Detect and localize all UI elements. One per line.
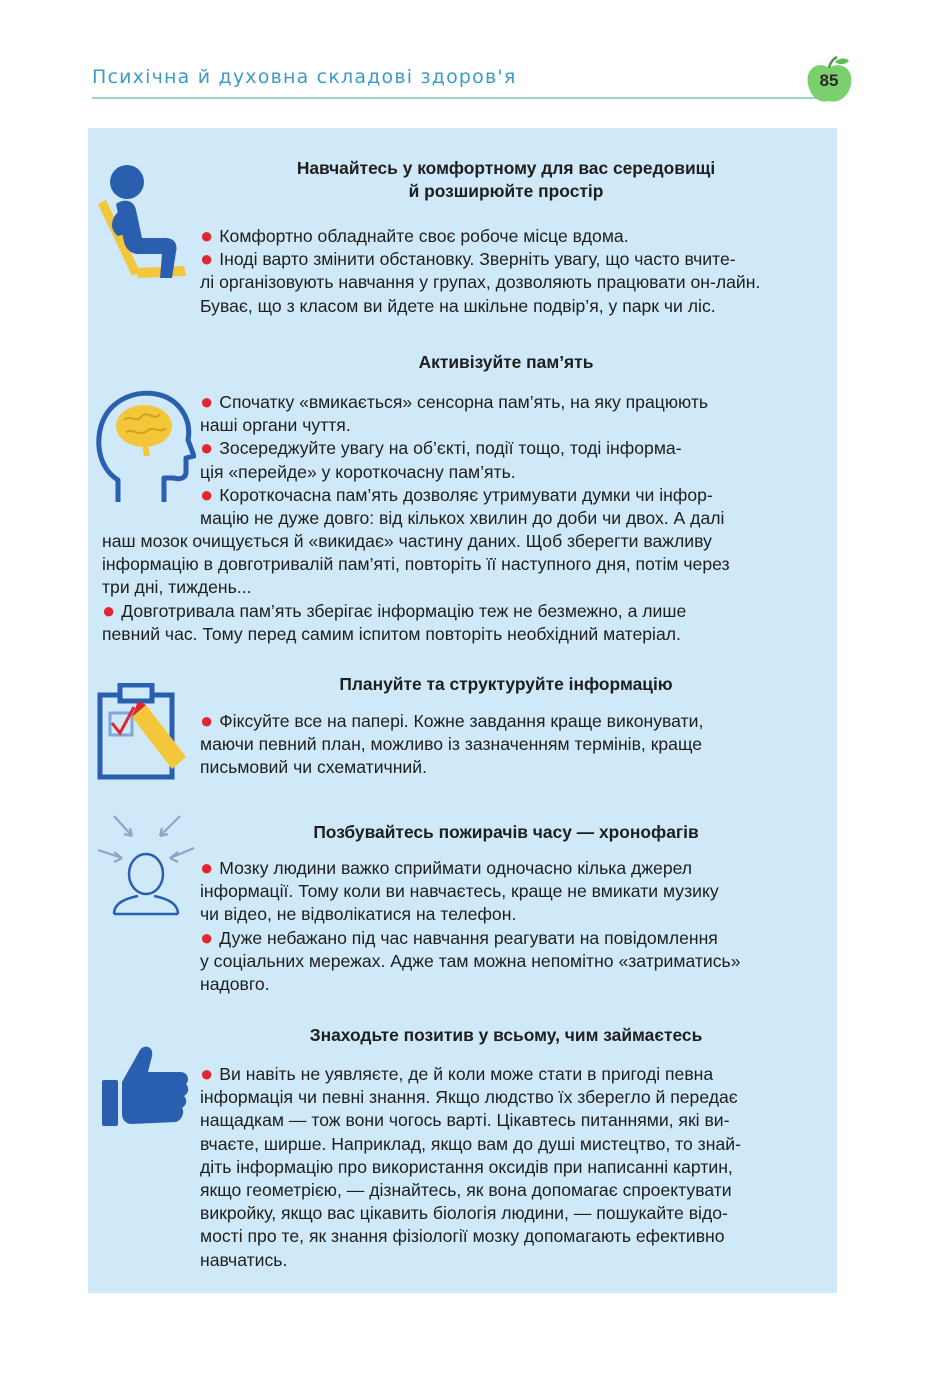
section-title-positive: Знаходьте позитив у всьому, чим займаєтесь — [309, 1025, 703, 1045]
text-line: Буває, що з класом ви йдете на шкільне подвір’я, у парк чи ліс. — [200, 295, 716, 316]
text-line: нащадкам — тож вони чогось варті. Цікавтесь питаннями, які ви- — [200, 1110, 730, 1131]
text-line: наші органи чуття. — [200, 415, 351, 436]
text-line: ● Спочатку «вмикається» сенсорна пам’ять, на яку працюють — [200, 389, 709, 414]
text-line: діть інформацію про використання оксидів при написанні картин, — [200, 1156, 733, 1177]
header-rule — [92, 97, 828, 99]
text-line: маючи певний план, можливо із зазначенням термінів, краще — [200, 734, 703, 755]
section-body-planning — [200, 710, 703, 780]
section-title-time-eaters: Позбувайтесь пожирачів часу — хронофагів — [313, 822, 699, 842]
bullet: ● — [200, 223, 214, 248]
section-body-memory — [200, 391, 724, 530]
bullet: ● — [102, 597, 116, 623]
section-title-memory: Активізуйте пам’ять — [418, 352, 594, 372]
text-line: певний час. Тому перед самим іспитом повторіть необхідний матеріал. — [102, 623, 681, 644]
section-body-memory-continued — [102, 530, 730, 646]
text-line: чи відео, не відволікатися на телефон. — [200, 904, 517, 925]
bullet: ● — [200, 855, 214, 880]
text-line: ● Фіксуйте все на папері. Кожне завдання краще виконувати, — [200, 708, 704, 733]
text-line: у соціальних мережах. Адже там можна непомітно «затриматись» — [200, 950, 741, 971]
text-line: ● Дуже небажано під час навчання реагувати на повідомлення — [200, 924, 718, 950]
distracted-person-icon — [94, 810, 198, 920]
bullet: ● — [200, 924, 214, 950]
section-body-comfort — [200, 225, 760, 318]
section-body-time-eaters — [200, 857, 741, 996]
page-number: 85 — [819, 71, 839, 90]
running-header: Психічна й духовна складові здоров'я — [92, 66, 517, 88]
text-line: вчаєте, ширше. Наприклад, якщо вам до душі мистецтво, то знай- — [200, 1133, 741, 1154]
text-line: ● Мозку людини важко сприймати одночасно кілька джерел — [200, 855, 693, 880]
bullet: ● — [200, 481, 214, 507]
text-line: три дні, тиждень... — [102, 577, 252, 598]
text-line: надовго. — [200, 974, 270, 995]
section-title-comfort: Навчайтесь у комфортному для вас середовищі й розширюйте простір — [296, 158, 716, 201]
section-body-positive — [200, 1063, 741, 1272]
text-line: ● Ви навіть не уявляєте, де й коли може стати в пригоді певна — [200, 1061, 714, 1086]
clipboard-pencil-icon — [96, 683, 188, 781]
text-line: інформацію в довготривалій пам’яті, повторіть її наступного дня, потім через — [102, 554, 730, 575]
seated-person-icon — [96, 160, 196, 285]
text-line: наш мозок очищується й «викидає» частину даних. Щоб зберегти важливу — [102, 531, 712, 551]
bullet: ● — [200, 435, 214, 461]
text-line: ● Комфортно обладнайте своє робоче місце вдома. — [200, 223, 629, 248]
text-line: викройку, якщо вас цікавить біологія людини, — пошукайте відо- — [200, 1203, 728, 1224]
bullet: ● — [200, 708, 214, 733]
text-line: інформації. Тому коли ви навчаєтесь, краще не вмикати музику — [200, 881, 719, 902]
section-title-planning: Плануйте та структуруйте інформацію — [339, 674, 673, 694]
head-brain-icon — [96, 384, 196, 510]
bullet: ● — [200, 246, 214, 272]
text-line: письмовий чи схематичний. — [200, 757, 427, 778]
text-line: ● Зосереджуйте увагу на об’єкті, події тощо, тоді інформа- — [200, 435, 682, 461]
bullet: ● — [200, 1061, 214, 1086]
text-line: ція «перейде» у короткочасну пам’ять. — [200, 461, 516, 482]
text-line: ● Довготривала пам’ять зберігає інформацію теж не безмежно, а лише — [102, 597, 687, 623]
bullet: ● — [200, 389, 214, 414]
thumbs-up-icon — [100, 1042, 192, 1130]
text-line: ● Короткочасна пам’ять дозволяє утримувати думки чи інфор- — [200, 481, 713, 507]
text-line: якщо геометрією, — дізнайтесь, як вона допомагає спроектувати — [200, 1180, 732, 1201]
page-number-badge — [805, 56, 857, 106]
text-line: мацію не дуже довго: від кількох хвилин до доби чи двох. А далі — [200, 508, 725, 529]
text-line: лі організовують навчання у групах, дозволяють працювати он-лайн. — [200, 272, 761, 293]
text-line: інформація чи певні знання. Якщо людство їх зберегло й передає — [200, 1087, 738, 1108]
text-line: навчатись. — [200, 1249, 288, 1270]
text-line: мості про те, як знання фізіології мозку допомагають ефективно — [200, 1226, 725, 1247]
text-line: ● Іноді варто змінити обстановку. Зверніть увагу, що часто вчите- — [200, 246, 736, 272]
